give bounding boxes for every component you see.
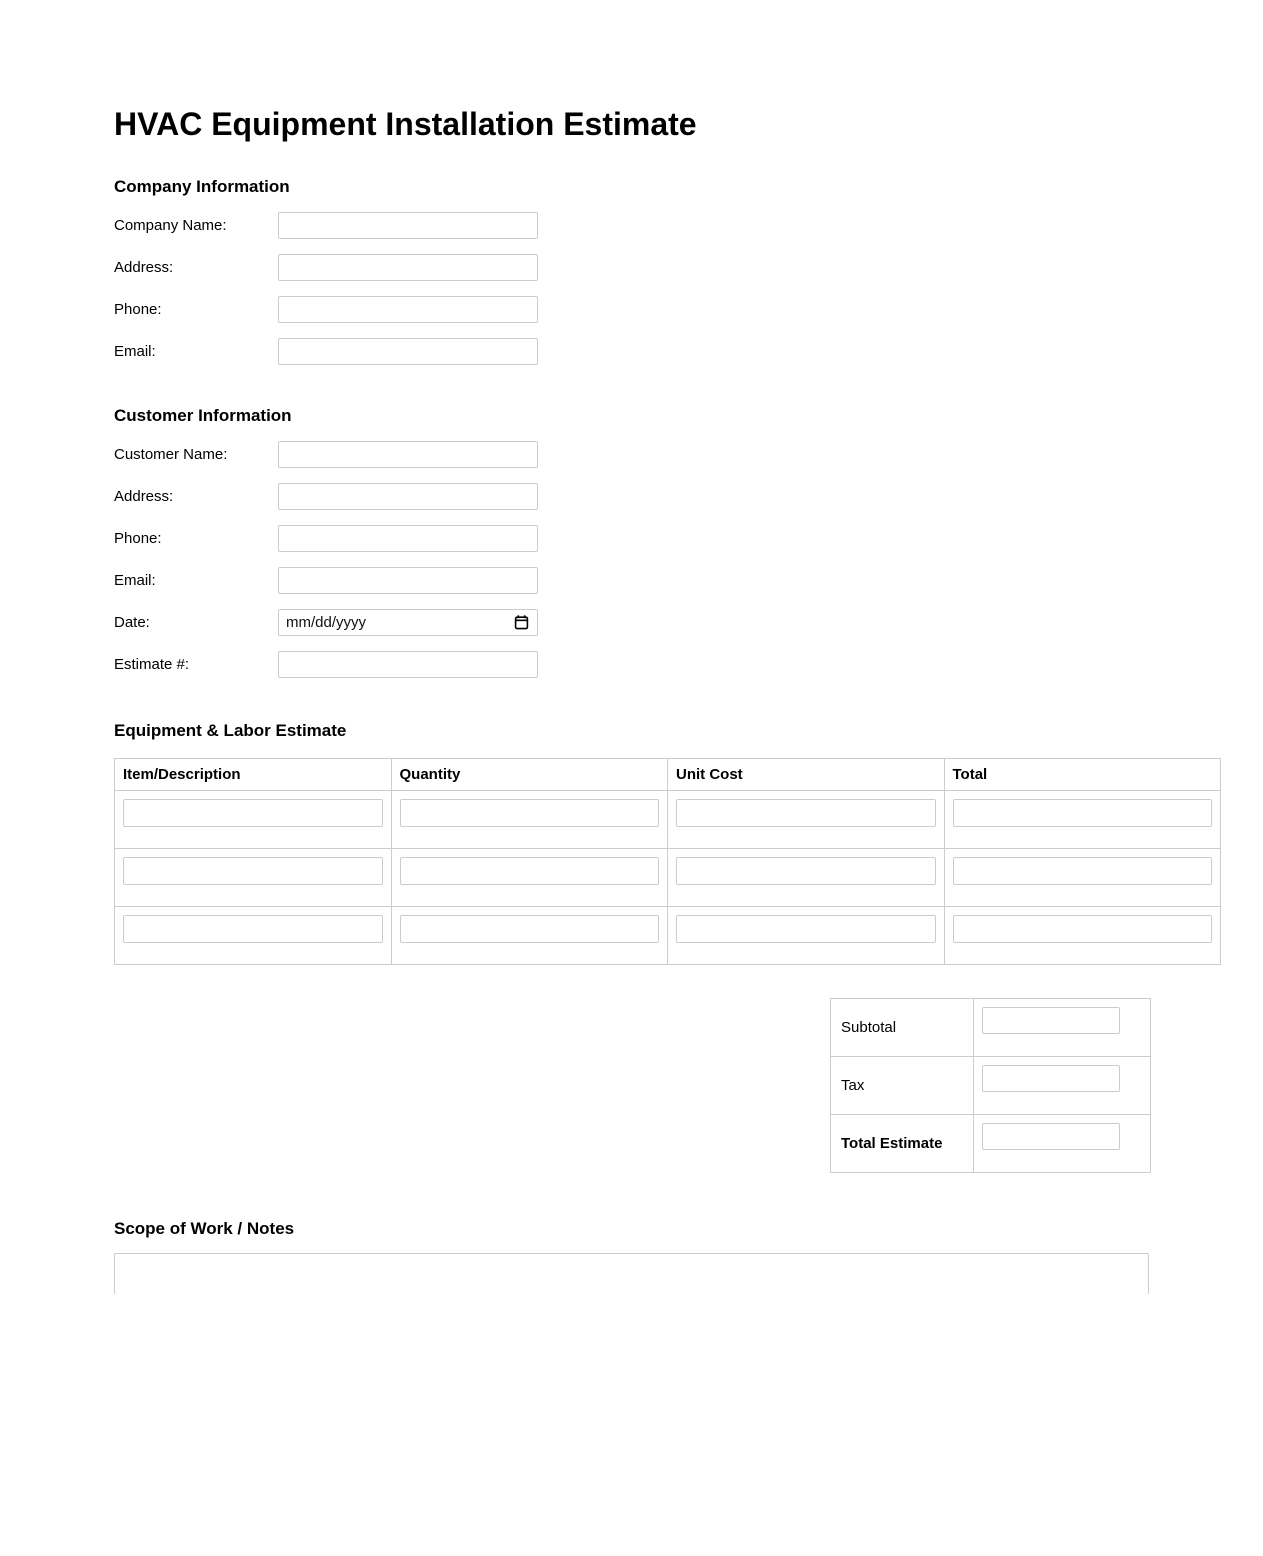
- company-name-label: Company Name:: [114, 217, 227, 234]
- total-input-3[interactable]: [953, 915, 1213, 943]
- totals-block: [830, 998, 1150, 1173]
- notes-section-heading: Scope of Work / Notes: [114, 1219, 295, 1238]
- customer-phone-row: [114, 525, 1221, 552]
- total-input-2[interactable]: [953, 857, 1213, 885]
- tax-row: [831, 1057, 1151, 1115]
- customer-phone-label: Phone:: [114, 530, 162, 547]
- subtotal-input[interactable]: [982, 1007, 1120, 1034]
- quantity-input-2[interactable]: [400, 857, 660, 885]
- customer-phone-input[interactable]: [278, 525, 538, 552]
- estimate-number-row: [114, 651, 1221, 678]
- unit-cost-input-1[interactable]: [676, 799, 936, 827]
- estimate-number-label: Estimate #:: [114, 656, 190, 673]
- tax-label: Tax: [831, 1057, 974, 1115]
- customer-address-input[interactable]: [278, 483, 538, 510]
- customer-section-heading: Customer Information: [114, 406, 292, 425]
- header-total: Total: [944, 759, 1221, 791]
- table-row: [115, 791, 1221, 849]
- company-phone-input[interactable]: [278, 296, 538, 323]
- company-name-input[interactable]: [278, 212, 538, 239]
- calendar-icon[interactable]: [514, 615, 529, 630]
- totals-table: [830, 998, 1151, 1173]
- total-estimate-input[interactable]: [982, 1123, 1120, 1150]
- notes-area-clip: [114, 1253, 1151, 1294]
- company-phone-label: Phone:: [114, 301, 162, 318]
- subtotal-row: [831, 999, 1151, 1057]
- estimate-section-heading: Equipment & Labor Estimate: [114, 721, 347, 740]
- customer-email-input[interactable]: [278, 567, 538, 594]
- date-placeholder-text: mm/dd/yyyy: [286, 614, 367, 631]
- subtotal-label: Subtotal: [831, 999, 974, 1057]
- date-row: [114, 609, 1221, 636]
- total-estimate-row: [831, 1115, 1151, 1173]
- company-address-input[interactable]: [278, 254, 538, 281]
- total-input-1[interactable]: [953, 799, 1213, 827]
- page-container: [114, 0, 1221, 1294]
- unit-cost-input-3[interactable]: [676, 915, 936, 943]
- date-input[interactable]: [278, 609, 538, 636]
- date-label: Date:: [114, 614, 150, 631]
- quantity-input-3[interactable]: [400, 915, 660, 943]
- company-address-row: [114, 254, 1221, 281]
- item-description-input-1[interactable]: [123, 799, 383, 827]
- total-estimate-label: Total Estimate: [831, 1115, 974, 1173]
- unit-cost-input-2[interactable]: [676, 857, 936, 885]
- customer-email-row: [114, 567, 1221, 594]
- item-description-input-2[interactable]: [123, 857, 383, 885]
- estimate-number-input[interactable]: [278, 651, 538, 678]
- table-row: [115, 907, 1221, 965]
- company-email-input[interactable]: [278, 338, 538, 365]
- company-email-row: [114, 338, 1221, 365]
- customer-email-label: Email:: [114, 572, 156, 589]
- customer-address-row: [114, 483, 1221, 510]
- estimate-table: [114, 758, 1221, 965]
- header-unit-cost: Unit Cost: [668, 759, 945, 791]
- header-quantity: Quantity: [391, 759, 668, 791]
- customer-name-label: Customer Name:: [114, 446, 228, 463]
- company-email-label: Email:: [114, 343, 156, 360]
- company-name-row: [114, 212, 1221, 239]
- table-row: [115, 849, 1221, 907]
- customer-name-input[interactable]: [278, 441, 538, 468]
- quantity-input-1[interactable]: [400, 799, 660, 827]
- item-description-input-3[interactable]: [123, 915, 383, 943]
- tax-input[interactable]: [982, 1065, 1120, 1092]
- page-title: HVAC Equipment Installation Estimate: [114, 106, 697, 142]
- customer-address-label: Address:: [114, 488, 174, 505]
- header-item-description: Item/Description: [115, 759, 392, 791]
- scope-notes-textarea[interactable]: [114, 1253, 1149, 1294]
- company-section-heading: Company Information: [114, 177, 290, 196]
- company-phone-row: [114, 296, 1221, 323]
- customer-name-row: [114, 441, 1221, 468]
- company-address-label: Address:: [114, 259, 174, 276]
- estimate-table-header-row: [115, 759, 1221, 791]
